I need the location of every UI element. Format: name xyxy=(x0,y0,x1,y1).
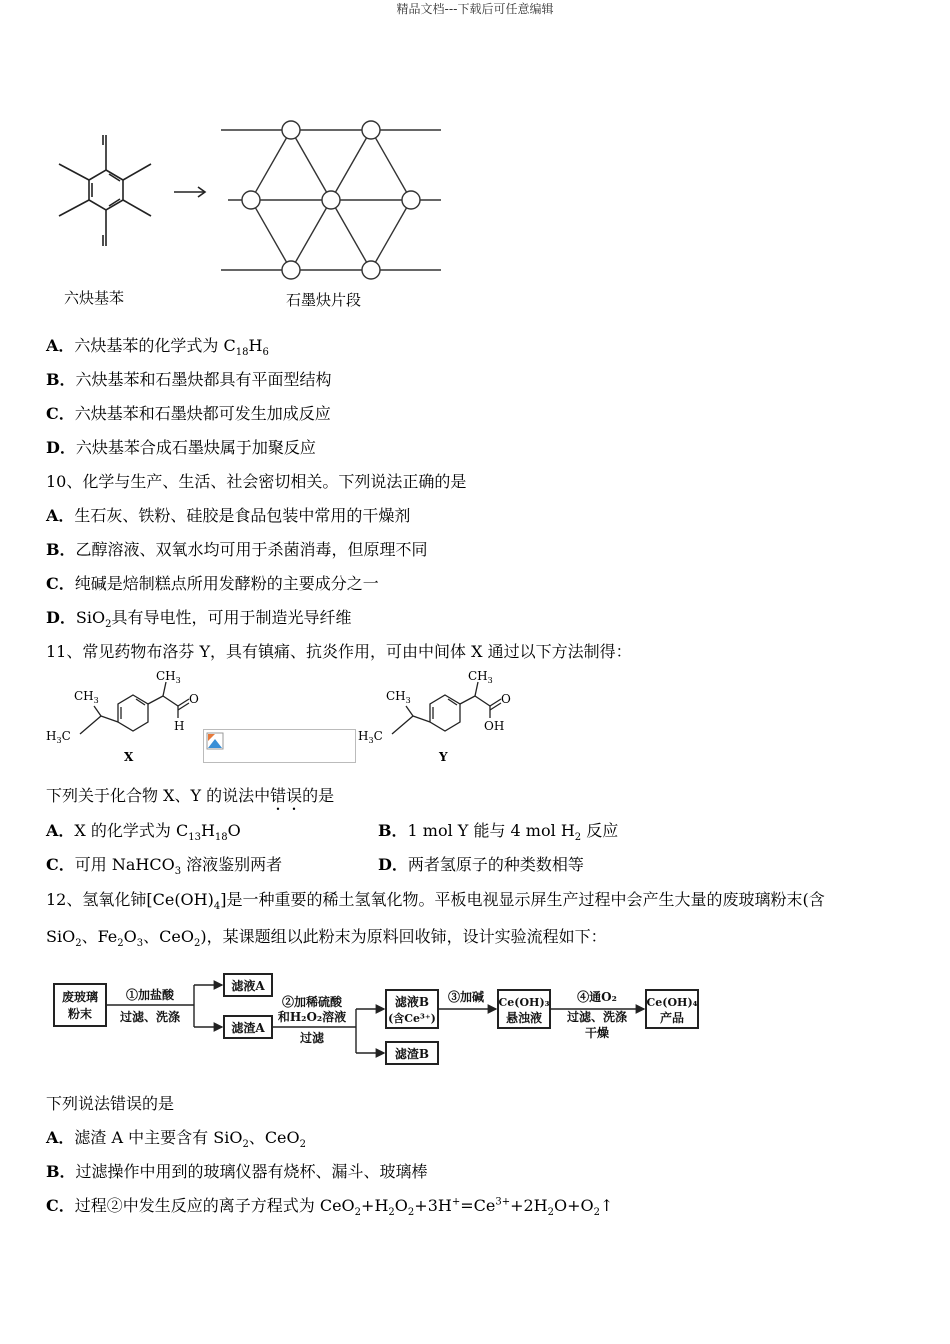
broken-image-placeholder xyxy=(203,729,356,763)
svg-text:(含Ce³⁺): (含Ce³⁺) xyxy=(388,1012,436,1025)
compound-y-label: Y xyxy=(439,750,448,764)
svg-text:O: O xyxy=(189,692,199,706)
compound-x-structure xyxy=(46,668,216,770)
svg-text:CH3: $CH_3$ xyxy=(468,669,493,685)
svg-text:H: H xyxy=(174,719,185,733)
q10-option-b: B．乙醇溶液、双氧水均可用于杀菌消毒，但原理不同 xyxy=(46,540,428,559)
q12-option-b: B．过滤操作中用到的玻璃仪器有烧杯、漏斗、玻璃棒 xyxy=(46,1162,428,1181)
q11-option-c: C．可用 NaHCO$_3$ 溶液鉴别两者 xyxy=(46,855,283,878)
svg-text:CH3: $CH_3$ xyxy=(156,669,181,685)
flow-box-waste-glass: 废玻璃 xyxy=(61,990,99,1004)
q12-stem-line1: 12、氢氧化铈$[Ce(OH)_4]$是一种重要的稀土氢氧化物。平板电视显示屏生产过程中会产生大量的废玻璃粉末(含 xyxy=(46,890,825,913)
svg-text:干燥: 干燥 xyxy=(584,1026,610,1040)
page-header: 精品文档---下载后可任意编辑 xyxy=(396,2,554,16)
svg-text:H3C: $H_3C$ xyxy=(46,729,71,745)
q9-option-d: D．六炔基苯合成石墨炔属于加聚反应 xyxy=(46,438,316,457)
svg-text:CH3: $CH_3$ xyxy=(386,689,411,705)
flow-step4-label: ④通O₂ xyxy=(577,990,617,1004)
flow-box-ce-oh4: Ce(OH)₄ xyxy=(646,996,698,1009)
q12-option-c: C．过程②中发生反应的离子方程式为 $CeO_2+H_2O_2+3H^+=Ce^{3+}+2H_2O+O_2↑$ xyxy=(46,1196,614,1219)
flow-box-filtrate-a: 滤液A xyxy=(231,979,265,993)
compound-y-structure xyxy=(358,668,528,770)
graphdiyne-figure xyxy=(46,110,466,315)
svg-text:O: O xyxy=(501,692,511,706)
svg-text:CH3: $CH_3$ xyxy=(74,689,99,705)
q11-option-d: D．两者氢原子的种类数相等 xyxy=(378,855,584,874)
hexaethynylbenzene-label: 六炔基苯 xyxy=(64,289,125,307)
q11-question: 下列关于化合物 X、Y 的说法中错误的是 xyxy=(46,786,335,805)
flow-step1-label: ①加盐酸 xyxy=(125,988,175,1002)
q9-option-a: A．六炔基苯的化学式为 $C_{18}H_6$ xyxy=(46,336,269,359)
q10-option-a: A．生石灰、铁粉、硅胶是食品包装中常用的干燥剂 xyxy=(46,506,411,525)
svg-text:产品: 产品 xyxy=(659,1011,685,1025)
compound-x-label: X xyxy=(124,750,134,764)
process-flowchart xyxy=(46,968,716,1072)
svg-text:悬浊液: 悬浊液 xyxy=(505,1011,543,1025)
q9-option-c: C．六炔基苯和石墨炔都可发生加成反应 xyxy=(46,404,331,423)
q11-option-a: A．X 的化学式为 $C_{13}H_{18}O$ xyxy=(46,821,241,844)
hexaethynylbenzene-structure xyxy=(59,135,151,246)
flow-box-residue-b: 滤渣B xyxy=(394,1047,430,1061)
reaction-arrow-icon xyxy=(174,187,205,197)
emphasis-text: 错误 xyxy=(270,786,303,805)
q12-stem-line2: SiO$_2$、$Fe_2O_3$、CeO$_2$)，某课题组以此粉末为原料回收铈，设计实验流程如下： xyxy=(46,927,607,950)
q10-option-c: C．纯碱是焙制糕点所用发酵粉的主要成分之一 xyxy=(46,574,379,593)
flow-step2-label: ②加稀硫酸 xyxy=(281,995,343,1009)
q10-option-d: D．SiO$_2$具有导电性，可用于制造光导纤维 xyxy=(46,608,352,631)
broken-image-icon xyxy=(206,732,224,750)
q12-option-a: A．滤渣 A 中主要含有 SiO$_2$、CeO$_2$ xyxy=(46,1128,307,1151)
q11-stem: 11、常见药物布洛芬 Y，具有镇痛、抗炎作用，可由中间体 X 通过以下方法制得： xyxy=(46,642,632,661)
graphdiyne-label: 石墨炔片段 xyxy=(286,291,362,309)
flow-box-ce-oh3: Ce(OH)₃ xyxy=(498,996,550,1009)
flow-step3-label: ③加碱 xyxy=(447,990,485,1004)
graphdiyne-fragment xyxy=(221,121,441,279)
flow-box-filtrate-b: 滤液B xyxy=(394,995,430,1009)
svg-text:和H₂O₂溶液: 和H₂O₂溶液 xyxy=(277,1010,347,1024)
svg-text:过滤: 过滤 xyxy=(299,1031,325,1045)
q11-option-b: B．1 mol Y 能与 4 mol $H_2$ 反应 xyxy=(378,821,619,844)
svg-text:H3C: $H_3C$ xyxy=(358,729,383,745)
svg-text:过滤、洗涤: 过滤、洗涤 xyxy=(566,1010,628,1024)
flow-box-residue-a: 滤渣A xyxy=(231,1021,265,1035)
q9-option-b: B．六炔基苯和石墨炔都具有平面型结构 xyxy=(46,370,332,389)
svg-text:过滤、洗涤: 过滤、洗涤 xyxy=(119,1010,181,1024)
q12-question: 下列说法错误的是 xyxy=(46,1094,175,1113)
q10-stem: 10、化学与生产、生活、社会密切相关。下列说法正确的是 xyxy=(46,472,467,491)
svg-text:OH: OH xyxy=(484,719,505,733)
svg-text:粉末: 粉末 xyxy=(67,1007,93,1021)
